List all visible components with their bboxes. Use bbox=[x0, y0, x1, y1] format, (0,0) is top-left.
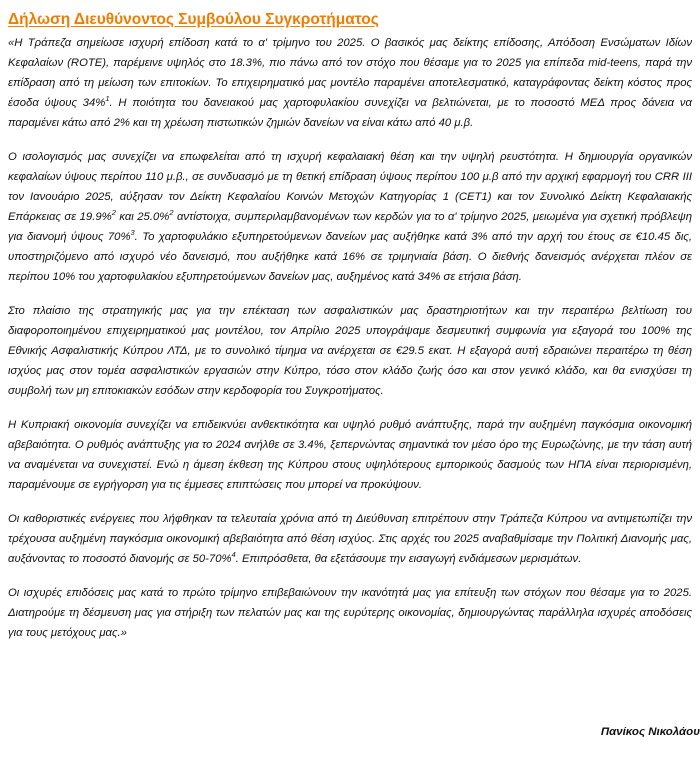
paragraph-text: Στο πλαίσιο της στρατηγικής μας για την επέκταση των ασφαλιστικών μας δραστηριοτήτων και την περαιτέρω βελτίωση του διαφοροποιημένου επιχειρηματικού μας μοντέλου, τον Απρίλιο 2025 υπογράψαμε δεσμευτική συμφωνία για εξαγορά του 100% της Εθνικής Ασφαλιστικής Κύπρου ΛΤΔ, με το συνολικό τίμημα να ανέρχεται σε €29.5 εκατ. Η εξαγορά αυτή εδραιώνει περαιτέρω τη θέση ισχύος μας στον τομέα ασφαλιστικών εργασιών στην Κύπρο, τόσο στον κλάδο ζωής όσο και στον γενικό κλάδο, και θα ενισχύσει τη συμβολή των μη επιτοκιακών εσόδων στην κερδοφορία του Συγκροτήματος. bbox=[8, 305, 692, 397]
footnote-marker: 3 bbox=[130, 228, 135, 238]
paragraph-text: Ο ισολογισμός μας συνεχίζει να επωφελείται από τη ισχυρή κεφαλαιακή θέση και την υψηλή ρευστότητα. Η δημιουργία οργανικών κεφαλαίων ύψους περίπου 110 μ.β., σε συνδυασμό με τη θετική επίδραση ύψους περίπου 100 μ.β από την αρχική εφαρμογή του CRR III τον Ιανουάριο 2025, αύξησαν τον Δείκτη Κεφαλαίου Κοινών Μετοχών Κατηγορίας 1 (CET1) και τον Συνολικό Δείκτη Κεφαλαιακής Επάρκειας σε 19.9% bbox=[8, 151, 692, 223]
paragraph-text: αντίστοιχα, συμπεριλαμβανομένων των κερδών για το α' τρίμηνο 2025, μειωμένα για σχετική πρόβλεψη για διανομή ύψους 70% bbox=[8, 211, 692, 243]
paragraph-text: «Η Τράπεζα σημείωσε ισχυρή επίδοση κατά το α' τρίμηνο του 2025. Ο βασικός μας δείκτης επίδοσης, Απόδοση Ενσώματων Ιδίων Κεφαλαίων (ROTE), παρέμεινε υψηλός στο 18.3%, πιο πάνω από τον στόχο που θέσαμε για το 2025 για επίπεδα mid-teens, παρά την επίδραση από τη μείωση των επιτοκίων. Το επιχειρηματικό μας μοντέλο παραμένει αποτελεσματικό, καταγράφοντας δείκτη κόστος προς έσοδα ύψους 34% bbox=[8, 37, 692, 109]
footnote-marker: 2 bbox=[111, 208, 116, 218]
footnote-marker: 2 bbox=[169, 208, 174, 218]
ceo-statement-document bbox=[8, 10, 692, 657]
statement-paragraph bbox=[8, 583, 692, 643]
paragraph-text: και 25.0% bbox=[115, 211, 170, 223]
paragraph-text: . Το χαρτοφυλάκιο εξυπηρετούμενων δανείων μας αυξήθηκε κατά 3% από την αρχή του έτους σε €10.45 δις, υποστηριζόμενο από ισχυρό νέο δανεισμό, που αυξήθηκε κατά 16% σε τριμηνιαία βάση. Ο διεθνής δανεισμός ανέρχεται πλέον σε περίπου 10% του χαρτοφυλακίου εξυπηρετούμενων δανείων μας, αυξημένος κατά 34% σε ετήσια βάση. bbox=[8, 231, 692, 283]
statement-paragraph bbox=[8, 509, 692, 569]
statement-paragraph bbox=[8, 415, 692, 495]
signature-name: Πανίκος Νικολάου bbox=[600, 726, 700, 738]
paragraph-text: Οι ισχυρές επιδόσεις μας κατά το πρώτο τρίμηνο επιβεβαιώνουν την ικανότητά μας για επίτευξη των στόχων που θέσαμε για το 2025. Διατηρούμε τη δέσμευση μας για στήριξη των πελατών μας και της ευρύτερης οικονομίας, δημιουργώντας παράλληλα ισχυρές αποδόσεις για τους μετόχους μας.» bbox=[8, 587, 692, 639]
statement-paragraph bbox=[8, 147, 692, 287]
statement-paragraph bbox=[8, 301, 692, 401]
paragraph-text: Οι καθοριστικές ενέργειες που λήφθηκαν τα τελευταία χρόνια από τη Διεύθυνση επιτρέπουν στην Τράπεζα Κύπρου να αντιμετωπίζει την τρέχουσα αυξημένη παγκόσμια οικονομική αβεβαιότητα από θέση ισχύος. Στις αρχές του 2025 αναβαθμίσαμε την Πολιτική Διανομής μας, αυξάνοντας το ποσοστό διανομής σε 50-70% bbox=[8, 513, 692, 565]
footnote-marker: 1 bbox=[105, 94, 110, 104]
footnote-marker: 4 bbox=[231, 550, 236, 560]
paragraph-text: . Η ποιότητα του δανειακού μας χαρτοφυλακίου συνεχίζει να βελτιώνεται, με το ποσοστό ΜΕΔ προς δάνεια να παραμένει κάτω από 2% και τη χρέωση πιστωτικών ζημιών δανείων να είναι κάτω από 40 μ.β. bbox=[8, 97, 692, 129]
statement-paragraph bbox=[8, 33, 692, 133]
paragraph-text: Η Κυπριακή οικονομία συνεχίζει να επιδεικνύει ανθεκτικότητα και υψηλό ρυθμό ανάπτυξης, παρά την αυξημένη παγκόσμια οικονομική αβεβαιότητα. Ο ρυθμός ανάπτυξης για το 2024 ανήλθε σε 3.4%, ξεπερνώντας σημαντικά τον μέσο όρο της Ευρωζώνης, με την τάση αυτή να αναμένεται να συνεχιστεί. Ενώ η άμεση έκθεση της Κύπρου στους υψηλότερους εμπορικούς δασμούς των ΗΠΑ είναι περιορισμένη, παραμένουμε σε εγρήγορση για τις έμμεσες επιπτώσεις που μπορεί να προκύψουν. bbox=[8, 419, 692, 491]
document-title: Δήλωση Διευθύνοντος Συμβούλου Συγκροτήματος bbox=[8, 11, 379, 28]
statement-body bbox=[8, 33, 692, 643]
paragraph-text: . Επιπρόσθετα, θα εξετάσουμε την εισαγωγή ενδιάμεσων μερισμάτων. bbox=[235, 553, 582, 565]
